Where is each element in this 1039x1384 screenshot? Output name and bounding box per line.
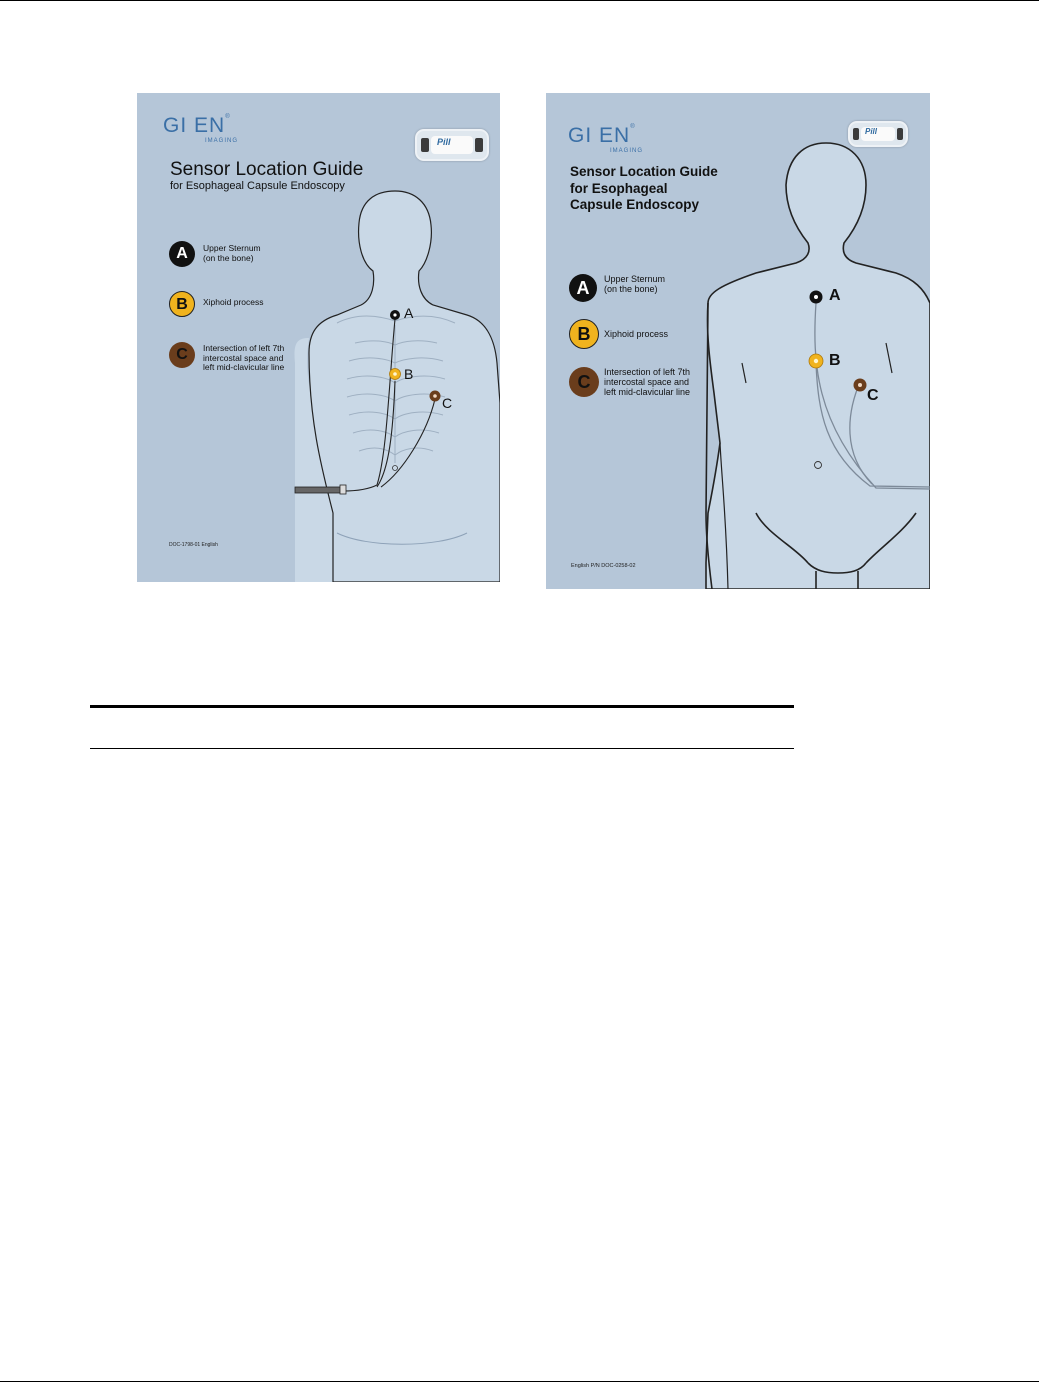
left-poster-subtitle: for Esophageal Capsule Endoscopy [170,180,345,192]
right-legend-text-a: Upper Sternum (on the bone) [604,274,666,294]
left-marker-label-a: A [404,305,414,321]
left-marker-label-b: B [404,366,414,382]
left-legend-text-c: Intersection of left 7th intercostal space and left mid-clavicular line [203,343,285,372]
right-doc-code: English P/N DOC-0258-02 [571,563,636,569]
left-logo-text: GI EN [163,114,226,137]
right-pillcam-capsule-image [848,121,908,147]
left-doc-code: DOC-1798-01 English [169,542,218,548]
section-thick-rule [90,705,794,708]
right-poster-title: Sensor Location Guide for Esophageal Capsule Endoscopy [570,164,718,212]
right-sensor-location-guide [546,93,930,589]
left-given-imaging-logo: GI EN® IMAGING [163,114,239,144]
left-legend-badge-c: C [169,342,195,368]
left-poster-title: Sensor Location Guide [170,159,364,180]
left-legend-text-b: Xiphoid process [203,297,264,307]
right-marker-label-a: A [829,287,841,304]
right-pill-text: Pill [865,127,878,136]
left-pill-text: Pill [437,137,451,147]
right-marker-label-c: C [867,387,879,404]
bottom-page-rule [0,1381,1039,1382]
right-marker-label-b: B [829,352,841,369]
right-logo-text: GI EN [568,124,631,147]
right-given-imaging-logo: GI EN® IMAGING [568,124,644,154]
left-sensor-location-guide [137,93,500,582]
right-legend-badge-a: A [569,274,597,302]
left-legend-text-a: Upper Sternum (on the bone) [203,243,261,263]
left-legend-badge-a: A [169,241,195,267]
left-logo-sub: IMAGING [205,138,239,144]
right-legend-badge-c: C [569,367,599,397]
right-legend-text-c: Intersection of left 7th intercostal space and left mid-clavicular line [604,367,691,397]
top-page-rule [0,0,1039,1]
left-legend-badge-b: B [169,291,195,317]
left-marker-label-c: C [442,395,453,411]
left-pillcam-capsule-image [415,129,489,161]
section-thin-rule [90,748,794,749]
right-legend-text-b: Xiphoid process [604,329,669,339]
right-logo-sub: IMAGING [610,148,644,154]
right-legend-badge-b: B [569,319,599,349]
